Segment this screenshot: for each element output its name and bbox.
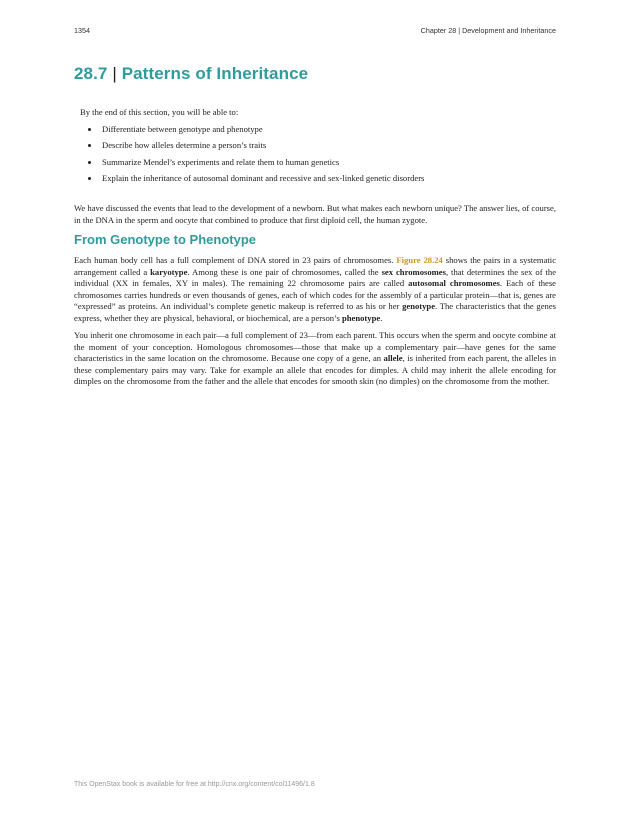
text-run: , is inherited from each parent, the alleles in these complementary pairs may vary. Take for example an allele that encodes for dimples. A child may inherit the allele encoding for dimples on the chromosome from the father and the allele that encodes for smooth skin (no dimples) on the chromosome from the mother. [74,353,556,386]
list-item: • Summarize Mendel’s experiments and relate them to human genetics [100,154,550,171]
section-title [74,64,308,84]
paragraph-chromosomes [74,255,556,324]
term-autosomal-chromosomes: autosomal chromosomes [408,278,500,288]
figure-link[interactable]: Figure 28.24 [396,255,443,265]
intro-paragraph: We have discussed the events that lead to the development of a newborn. But what makes each newborn unique? The answer lies, of course, in the DNA in the sperm and oocyte that combined to produce that first diploid cell, the human zygote. [74,203,556,225]
text-run: . [380,312,383,323]
objectives-intro: By the end of this section, you will be able to: [80,107,239,117]
page-number: 1354 [74,26,90,35]
chapter-title: Chapter 28 | Development and Inheritance [420,26,556,35]
subsection-body [74,255,556,394]
subsection-heading: From Genotype to Phenotype [74,232,257,247]
section-title-text: Patterns of Inheritance [121,64,309,83]
list-item: • Differentiate between genotype and phenotype [100,121,550,138]
text-run: . The characteristics that the genes express, whether they are physical, behavioral, or biochemical, are a person’s [74,301,556,323]
text-run: . Among these is one pair of chromosomes, called the [187,266,382,277]
text-run: shows the pairs in a systematic arrangement called a [74,255,557,277]
section-separator: | [112,64,117,83]
text-run: Each human body cell has a full complement of DNA stored in 23 pairs of chromosomes. [74,255,397,265]
list-item: • Explain the inheritance of autosomal dominant and recessive and sex-linked genetic disorders [100,170,550,187]
objectives-list [80,121,550,187]
section-number: 28.7 [74,64,108,83]
intro-block [74,203,556,232]
term-karyotype: karyotype [150,266,188,277]
page-header [74,26,556,35]
page-footer: This OpenStax book is available for free at http://cnx.org/content/col11496/1.8 [74,781,315,788]
text-run: You inherit one chromosome in each pair—a full complement of 23—from each parent. This occurs when the sperm and oocyte combine at the moment of your conception. Homologous chromosomes—those that make up a complementary pair—have genes for the same characteristics in the same location on the chromosome. Because one copy of a gene, an [74,330,556,363]
term-phenotype: phenotype [341,312,381,323]
list-item: • Describe how alleles determine a person’s traits [100,137,550,154]
learning-objectives [80,104,550,187]
term-sex-chromosomes: sex chromosomes [381,266,446,277]
text-run: . Each of these chromosomes carries hundreds or even thousands of genes, each of which codes for the assembly of a particular protein—that is, genes are “expressed” as proteins. An individual’s complete genetic makeup is referred to as his or her [74,278,556,311]
term-allele: allele [383,353,403,363]
text-run: , that determines the sex of the individual (XX in females, XY in males). The remaining 22 chromosome pairs are called [74,266,557,288]
term-genotype: genotype [402,301,436,311]
paragraph-alleles [74,330,556,388]
